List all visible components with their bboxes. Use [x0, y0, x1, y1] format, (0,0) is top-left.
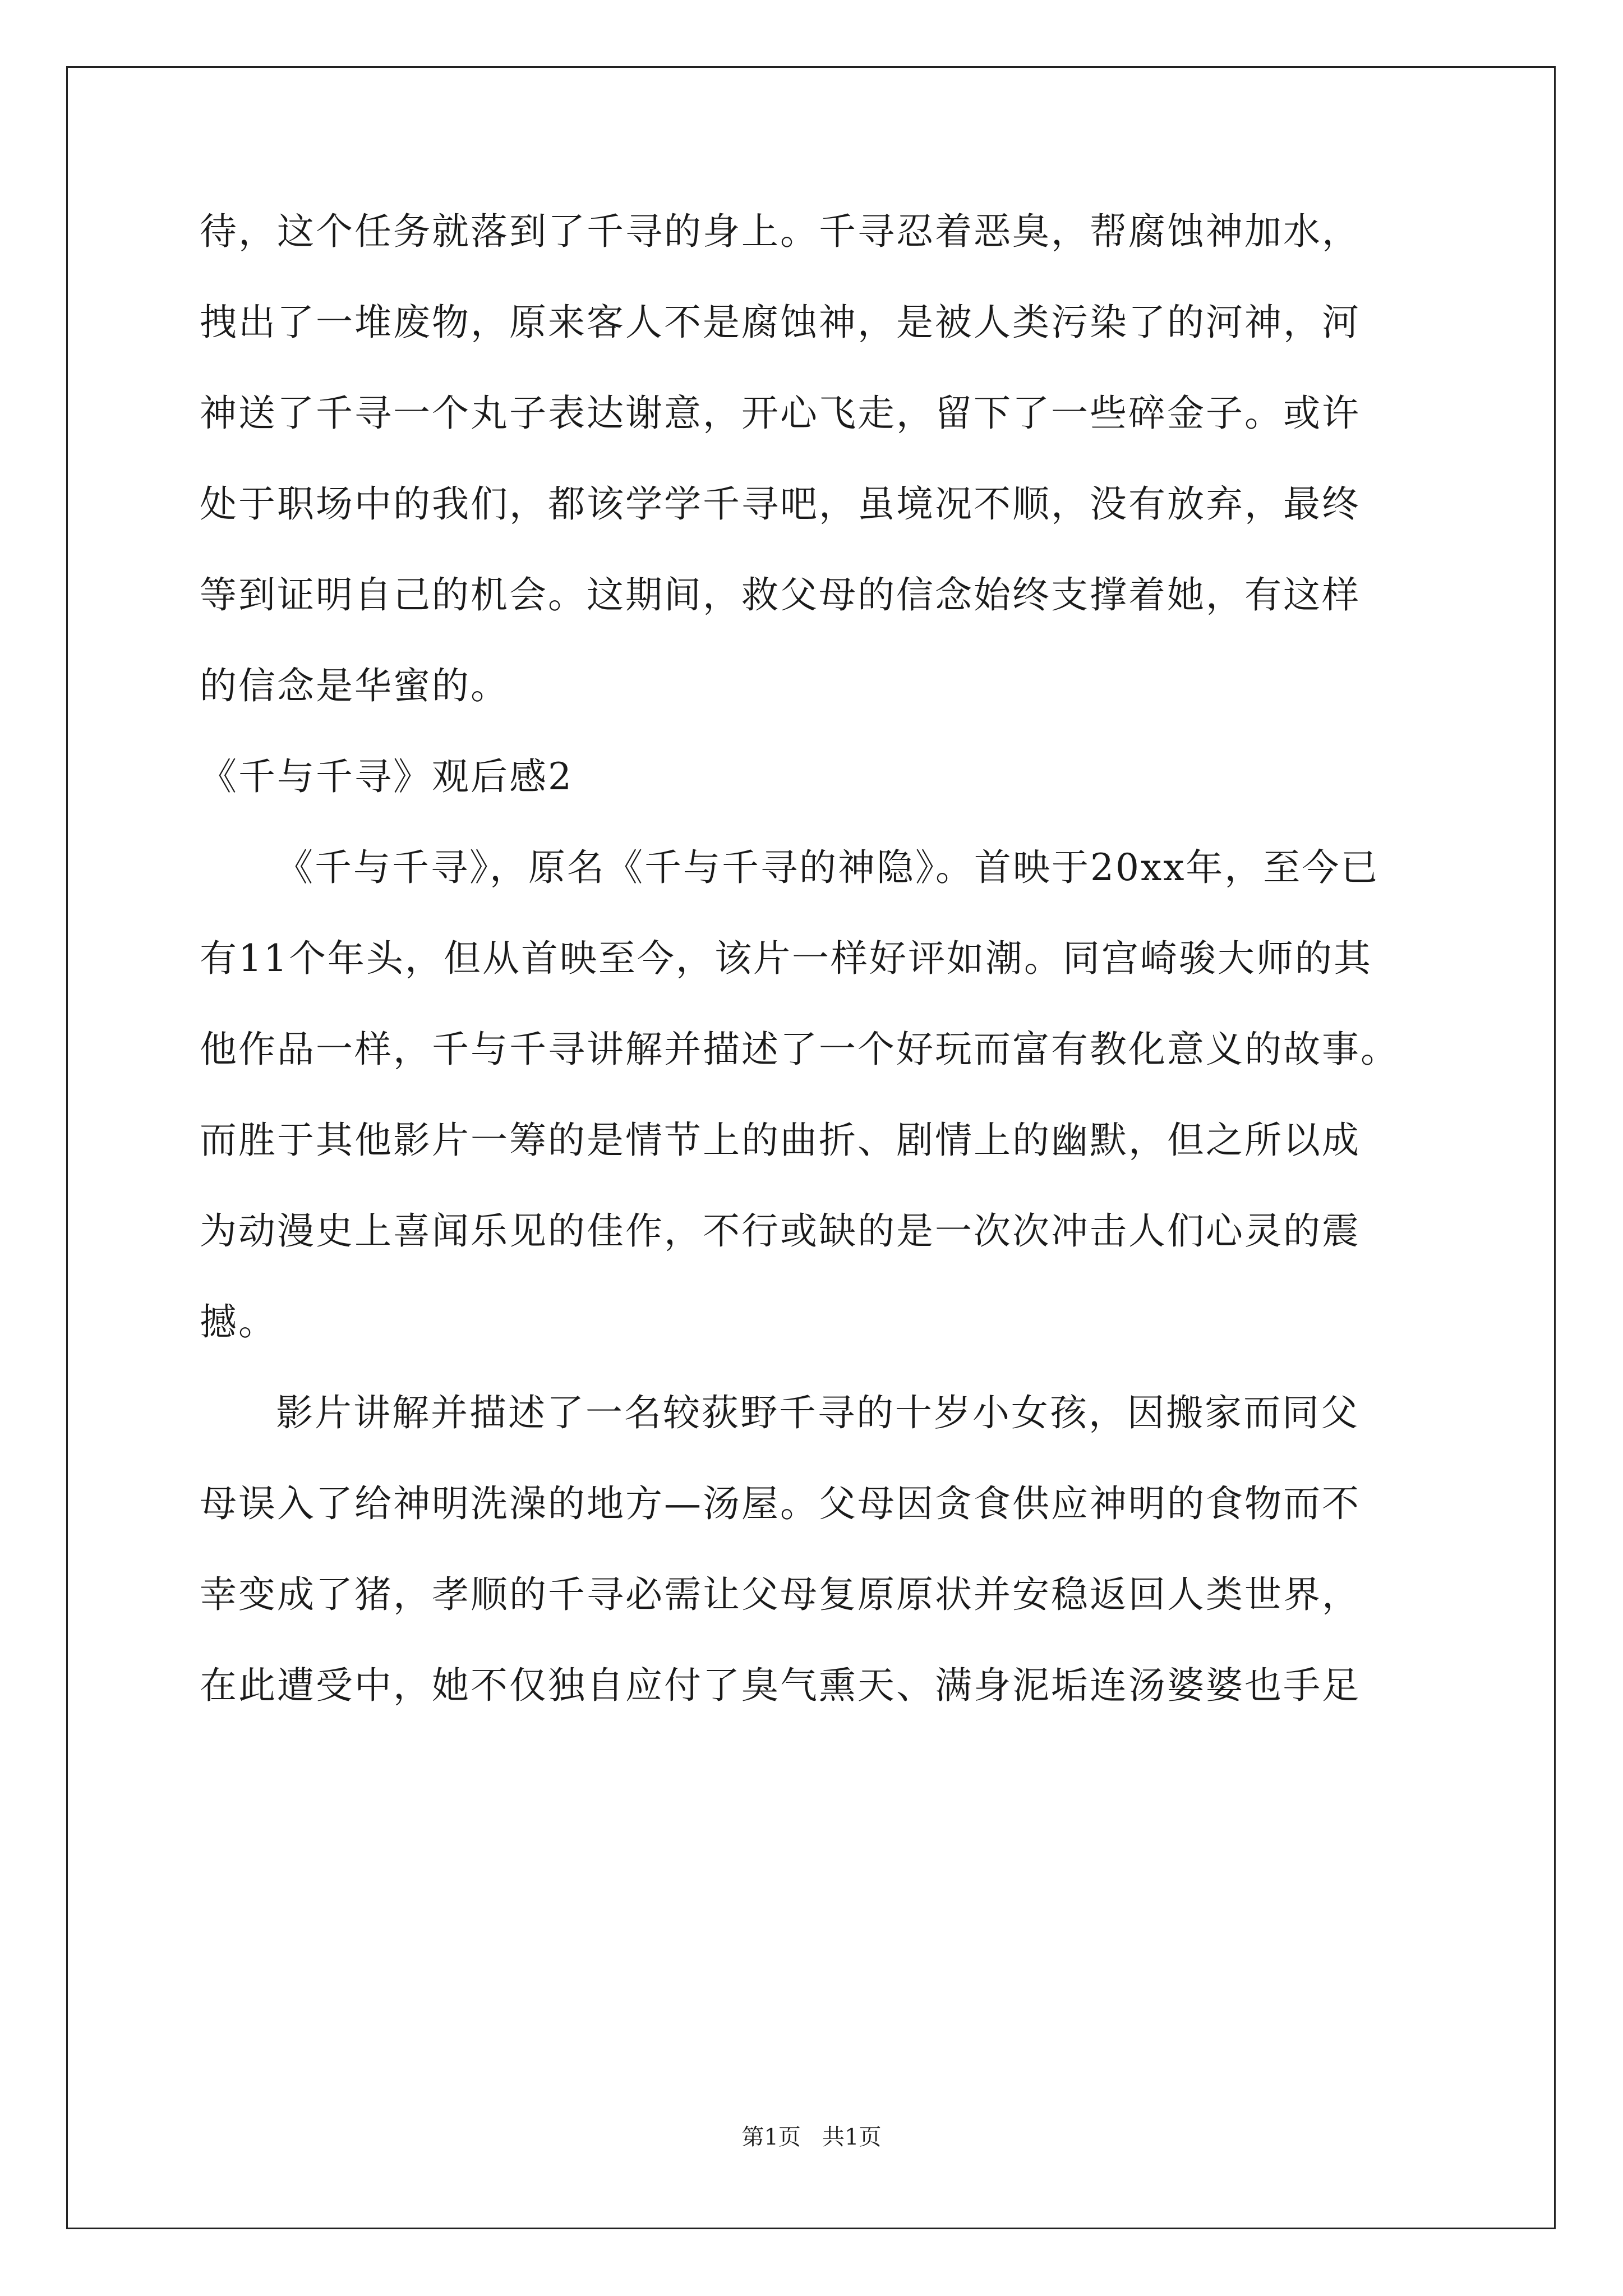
text-line: 处于职场中的我们，都该学学千寻吧，虽境况不顺，没有放弃，最终 — [200, 482, 1361, 526]
text-line: 为动漫史上喜闻乐见的佳作，不行或缺的是一次次冲击人们心灵的震 — [200, 1209, 1361, 1253]
text-line: 影片讲解并描述了一名较荻野千寻的十岁小女孩，因搬家而同父 — [276, 1391, 1359, 1434]
text-line: 神送了千寻一个丸子表达谢意，开心飞走，留下了一些碎金子。或许 — [200, 392, 1361, 435]
text-line: 《千与千寻》，原名《千与千寻的神隐》。首映于20xx年，至今已 — [276, 846, 1380, 889]
text-line: 在此遭受中，她不仅独自应付了臭气熏天、满身泥垢连汤婆婆也手足 — [200, 1664, 1361, 1707]
text-line: 幸变成了猪，孝顺的千寻必需让父母复原原状并安稳返回人类世界， — [200, 1573, 1361, 1616]
text-line: 待，这个任务就落到了千寻的身上。千寻忍着恶臭，帮腐蚀神加水， — [200, 210, 1361, 253]
text-line: 而胜于其他影片一筹的是情节上的曲折、剧情上的幽默，但之所以成 — [200, 1119, 1361, 1162]
text-line: 等到证明自己的机会。这期间，救父母的信念始终支撑着她，有这样 — [200, 573, 1361, 616]
section-heading: 《千与千寻》观后感2 — [200, 755, 573, 798]
page-number-footer: 第1页 共1页 — [741, 2124, 882, 2150]
document-body — [200, 186, 1461, 1731]
text-line: 母误入了给神明洗澡的地方—汤屋。父母因贪食供应神明的食物而不 — [200, 1482, 1361, 1525]
text-line: 有11个年头，但从首映至今，该片一样好评如潮。同宫崎骏大师的其 — [200, 937, 1372, 980]
text-line: 他作品一样，千与千寻讲解并描述了一个好玩而富有教化意义的故事。 — [200, 1028, 1399, 1071]
text-line: 的信念是华蜜的。 — [200, 664, 509, 707]
text-line: 拽出了一堆废物，原来客人不是腐蚀神，是被人类污染了的河神，河 — [200, 301, 1361, 344]
text-line: 撼。 — [200, 1300, 277, 1343]
